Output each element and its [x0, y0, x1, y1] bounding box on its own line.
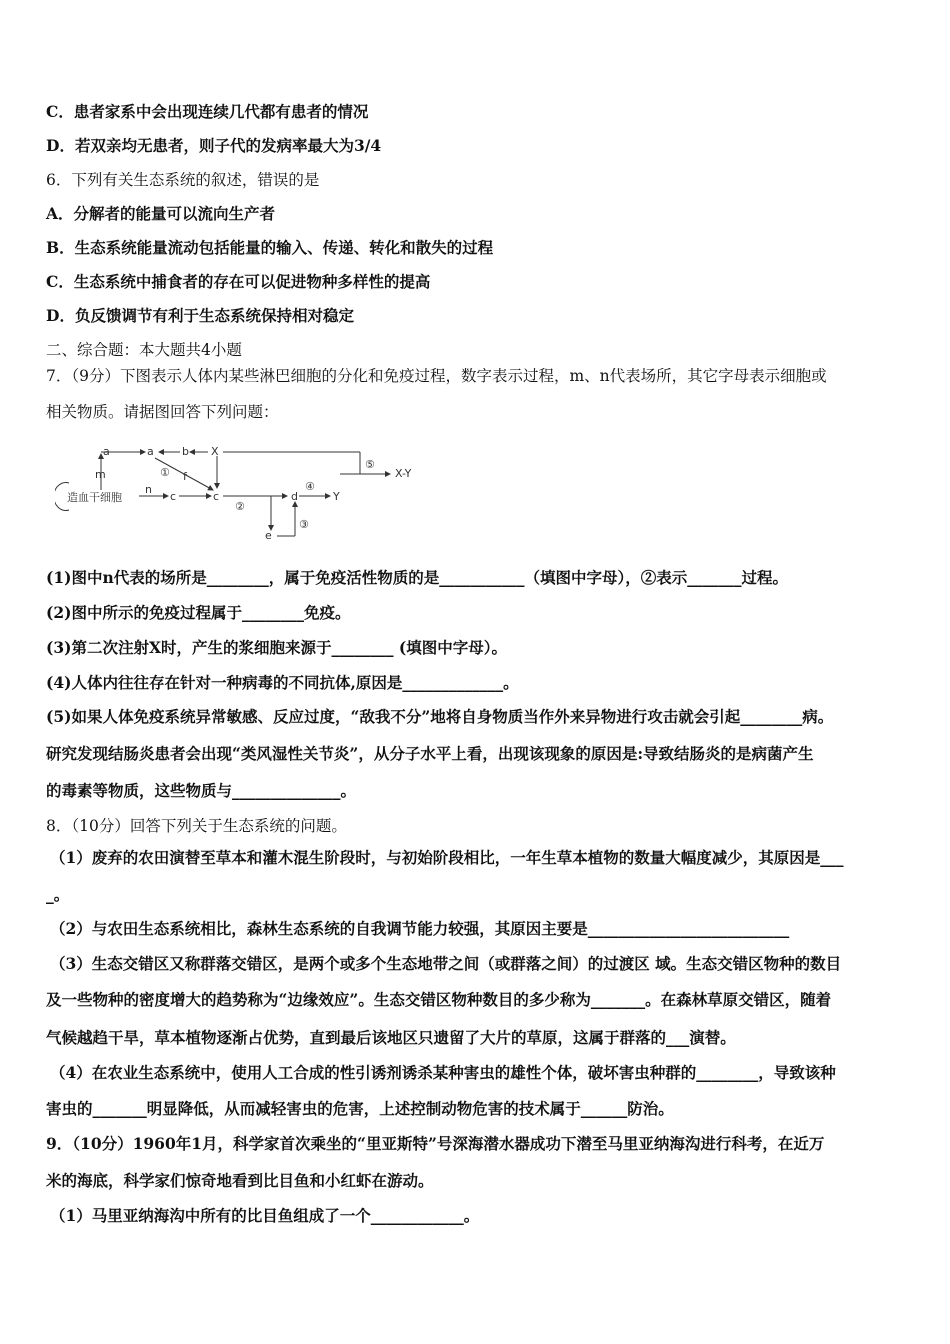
option-6b: B．生态系统能量流动包括能量的输入、传递、转化和散失的过程	[46, 238, 494, 257]
label-4: ④	[305, 480, 315, 493]
option-5c: C．患者家系中会出现连续几代都有患者的情况	[46, 102, 369, 121]
question-6-stem: 6．下列有关生态系统的叙述，错误的是	[46, 171, 320, 189]
label-m: m	[95, 468, 106, 481]
question-9-stem-2: 米的海底，科学家们惊奇地看到比目鱼和小红虾在游动。	[46, 1171, 434, 1190]
q8-part-3c: 气候越趋干旱，草本植物逐渐占优势，直到最后该地区只遗留了大片的草原，这属于群落的___演替。	[46, 1028, 736, 1047]
q8-part-1b: _。	[46, 885, 70, 904]
label-b: b	[182, 445, 189, 458]
question-8-stem: 8．（10分）回答下列关于生态系统的问题。	[46, 817, 347, 835]
label-f: f	[183, 470, 187, 483]
q8-part-2: （2）与农田生态系统相比，森林生态系统的自我调节能力较强，其原因主要是__________________________	[50, 919, 790, 938]
section-heading: 二、综合题：本大题共4小题	[46, 341, 242, 359]
q7-part-1: (1)图中n代表的场所是________，属于免疫活性物质的是___________（填图中字母），②表示_______过程。	[46, 568, 788, 587]
label-e: e	[265, 529, 272, 542]
question-7-stem-2: 相关物质。请据图回答下列问题：	[46, 403, 279, 421]
label-d: d	[291, 490, 298, 503]
label-2: ②	[235, 500, 245, 513]
option-6c: C．生态系统中捕食者的存在可以促进物种多样性的提高	[46, 272, 431, 291]
q8-part-3b: 及一些物种的密度增大的趋势称为“边缘效应”。生态交错区物种数目的多少称为_______。在森林草原交错区，随着	[46, 990, 832, 1009]
q7-part-5a: (5)如果人体免疫系统异常敏感、反应过度，“敌我不分”地将自身物质当作外来异物进行攻击就会引起________病。	[46, 707, 834, 726]
option-6a: A．分解者的能量可以流向生产者	[46, 204, 276, 223]
label-c1: c	[170, 490, 177, 503]
q7-part-2: (2)图中所示的免疫过程属于________免疫。	[46, 603, 351, 622]
q7-part-5b: 研究发现结肠炎患者会出现“类风湿性关节炎”，从分子水平上看，出现该现象的原因是:导致结肠炎的是病菌产生	[46, 744, 814, 763]
label-xy: X-Y	[395, 467, 412, 480]
q7-part-3: (3)第二次注射X时，产生的浆细胞来源于________ (填图中字母）。	[46, 638, 507, 657]
label-c2: c	[213, 490, 220, 503]
option-5d: D．若双亲均无患者，则子代的发病率最大为3/4	[46, 136, 382, 155]
q8-part-3a: （3）生态交错区又称群落交错区，是两个或多个生态地带之间（或群落之间）的过渡区 域。生态交错区物种的数目	[50, 954, 842, 973]
option-6d: D．负反馈调节有利于生态系统保持相对稳定	[46, 306, 354, 325]
q8-part-4a: （4）在农业生态系统中，使用人工合成的性引诱剂诱杀某种害虫的雄性个体，破坏害虫种群的________，导致该种	[50, 1063, 836, 1082]
label-x: X	[211, 445, 219, 458]
question-7-stem-1: 7．（9分）下图表示人体内某些淋巴细胞的分化和免疫过程，数字表示过程，m、n代表场所，其它字母表示细胞或	[46, 367, 827, 385]
label-3: ③	[299, 518, 309, 531]
stem-cell-label: 造血干细胞	[67, 491, 122, 504]
label-y: Y	[333, 490, 340, 503]
q8-part-1a: （1）废弃的农田演替至草本和灌木混生阶段时，与初始阶段相比，一年生草本植物的数量大幅度减少，其原因是___	[50, 848, 844, 867]
label-a1: a	[103, 445, 110, 458]
q8-part-4b: 害虫的_______明显降低，从而减轻害虫的危害，上述控制动物危害的技术属于______防治。	[46, 1099, 674, 1118]
q7-part-4: (4)人体内往往存在针对一种病毒的不同抗体,原因是_____________。	[46, 673, 519, 692]
label-a2: a	[147, 445, 154, 458]
label-1: ①	[160, 466, 170, 479]
label-n: n	[145, 483, 152, 496]
q7-part-5c: 的毒素等物质，这些物质与______________。	[46, 781, 357, 800]
question-9-stem-1: 9．（10分）1960年1月，科学家首次乘坐的“里亚斯特”号深海潜水器成功下潜至马里亚纳海沟进行科考，在近万	[46, 1134, 825, 1153]
label-5: ⑤	[365, 458, 375, 471]
lymphocyte-diagram	[55, 438, 435, 546]
q9-part-1: （1）马里亚纳海沟中所有的比目鱼组成了一个____________。	[50, 1206, 480, 1225]
